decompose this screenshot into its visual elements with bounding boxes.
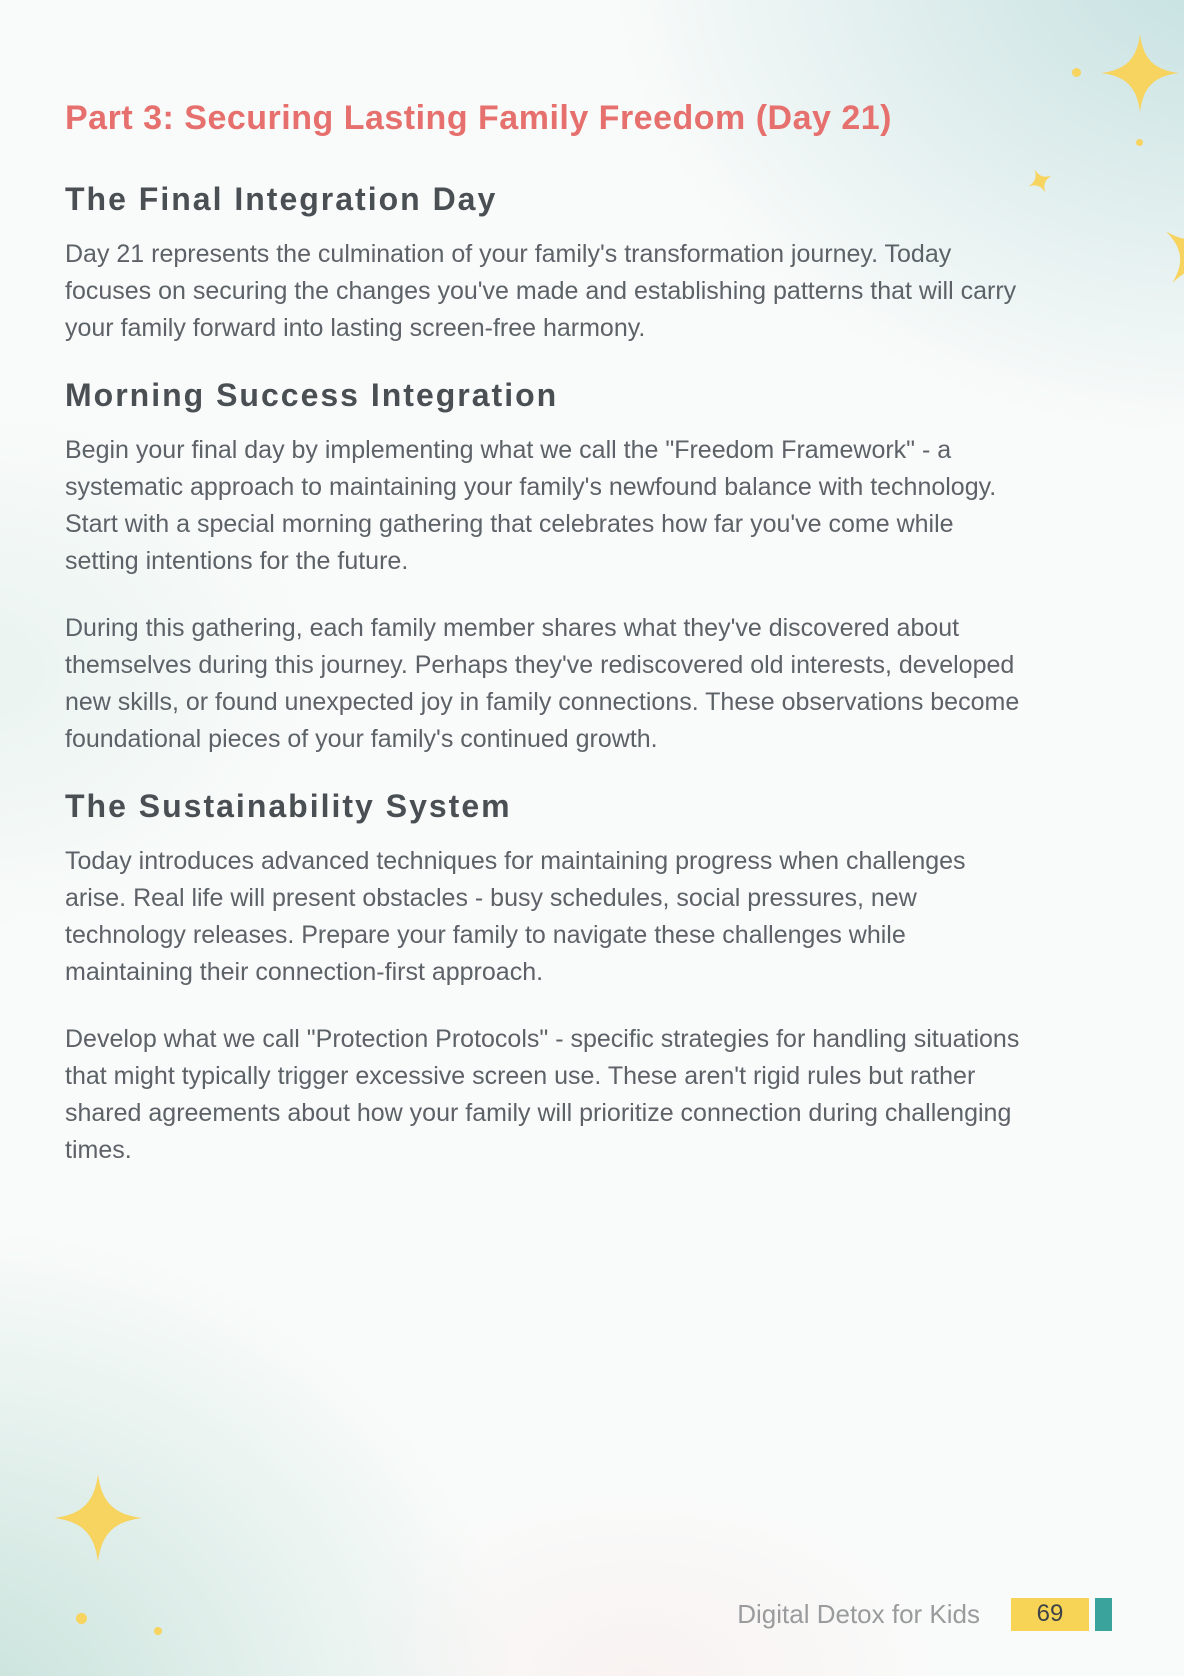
section-sustainability-system xyxy=(65,788,1023,1169)
accent-bar xyxy=(1095,1598,1112,1631)
part-title: Part 3: Securing Lasting Family Freedom (Day 21) xyxy=(65,99,893,137)
sparkle-icon xyxy=(1101,34,1179,112)
section-final-integration-day xyxy=(65,181,1023,347)
sparkle-icon xyxy=(1023,164,1058,199)
page-footer xyxy=(737,1596,1112,1632)
section-heading: Morning Success Integration xyxy=(65,377,559,413)
sparkle-icon xyxy=(1143,202,1184,306)
paragraph: Today introduces advanced techniques for maintaining progress when challenges arise. Real life will present obstacles - busy schedules, social pressures, new technology releases. Prepare your family to navigate these challenges while maintaining their connection-first approach. xyxy=(65,847,966,986)
section-morning-success-integration xyxy=(65,377,1023,758)
book-title: Digital Detox for Kids xyxy=(737,1598,980,1629)
paragraph: Day 21 represents the culmination of your family's transformation journey. Today focuses on securing the changes you've made and establishing patterns that will carry your family forward into lasting screen-free harmony. xyxy=(65,240,1017,342)
section-heading: The Sustainability System xyxy=(65,788,512,824)
paragraph: Develop what we call "Protection Protocols" - specific strategies for handling situations that might typically trigger excessive screen use. These aren't rigid rules but rather shared agreements about how your family will prioritize connection during challenging times. xyxy=(65,1025,1020,1164)
page-content xyxy=(65,98,1023,1199)
dot-icon xyxy=(1072,68,1081,77)
dot-icon xyxy=(76,1613,87,1624)
page-number-badge: 69 xyxy=(1011,1598,1089,1631)
paragraph: Begin your final day by implementing what we call the "Freedom Framework" - a systematic approach to maintaining your family's newfound balance with technology. Start with a special morning gathering that celebrates how far you've come while setting intentions for the future. xyxy=(65,436,997,575)
paragraph: During this gathering, each family member shares what they've discovered about themselves during this journey. Perhaps they've rediscovered old interests, developed new skills, or found unexpected joy in family connections. These observations become foundational pieces of your family's continued growth. xyxy=(65,614,1020,753)
section-heading: The Final Integration Day xyxy=(65,181,498,217)
sparkle-icon xyxy=(54,1474,142,1562)
dot-icon xyxy=(154,1627,162,1635)
dot-icon xyxy=(1136,139,1143,146)
